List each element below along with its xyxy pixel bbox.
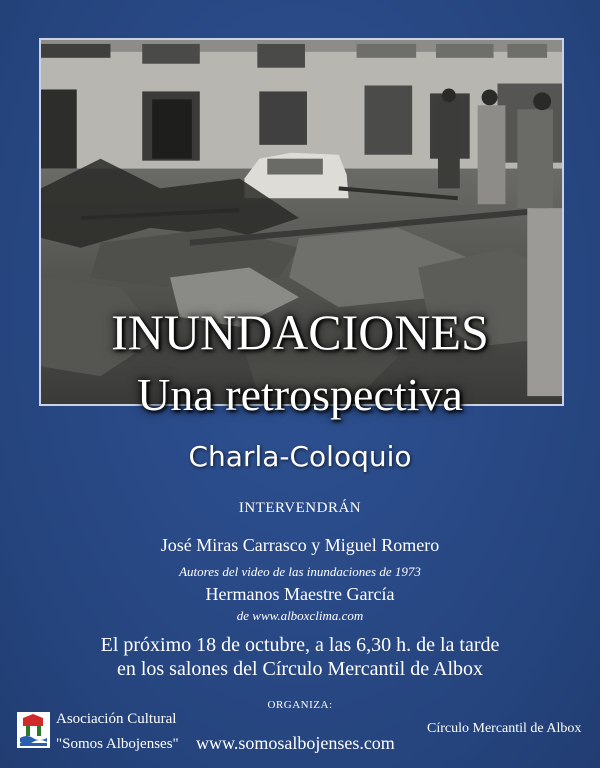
event-venue-line: en los salones del Círculo Mercantil de Albox	[116, 658, 484, 680]
website-link[interactable]: www.somosalbojenses.com	[196, 733, 395, 753]
speakers-secondary: Hermanos Maestre García	[205, 584, 395, 604]
organiza-label: ORGANIZA:	[267, 699, 333, 711]
association-logo-icon	[17, 712, 50, 748]
association-name-line2: "Somos Albojenses"	[56, 736, 179, 752]
speakers-primary: José Miras Carrasco y Miguel Romero	[160, 535, 440, 555]
title-inundaciones: INUNDACIONES	[111, 304, 489, 360]
event-date-line: El próximo 18 de octubre, a las 6,30 h. de la tarde	[100, 634, 500, 656]
association-name-line1: Asociación Cultural	[56, 711, 177, 727]
event-type: Charla-Coloquio	[188, 440, 412, 473]
intervendran-label: INTERVENDRÁN	[238, 500, 362, 516]
second-organizer: Círculo Mercantil de Albox	[427, 721, 582, 736]
title-retrospectiva: Una retrospectiva	[137, 369, 463, 420]
speakers-primary-note: Autores del video de las inundaciones de 1973	[179, 564, 421, 579]
speakers-secondary-note: de www.alboxclima.com	[236, 608, 364, 623]
